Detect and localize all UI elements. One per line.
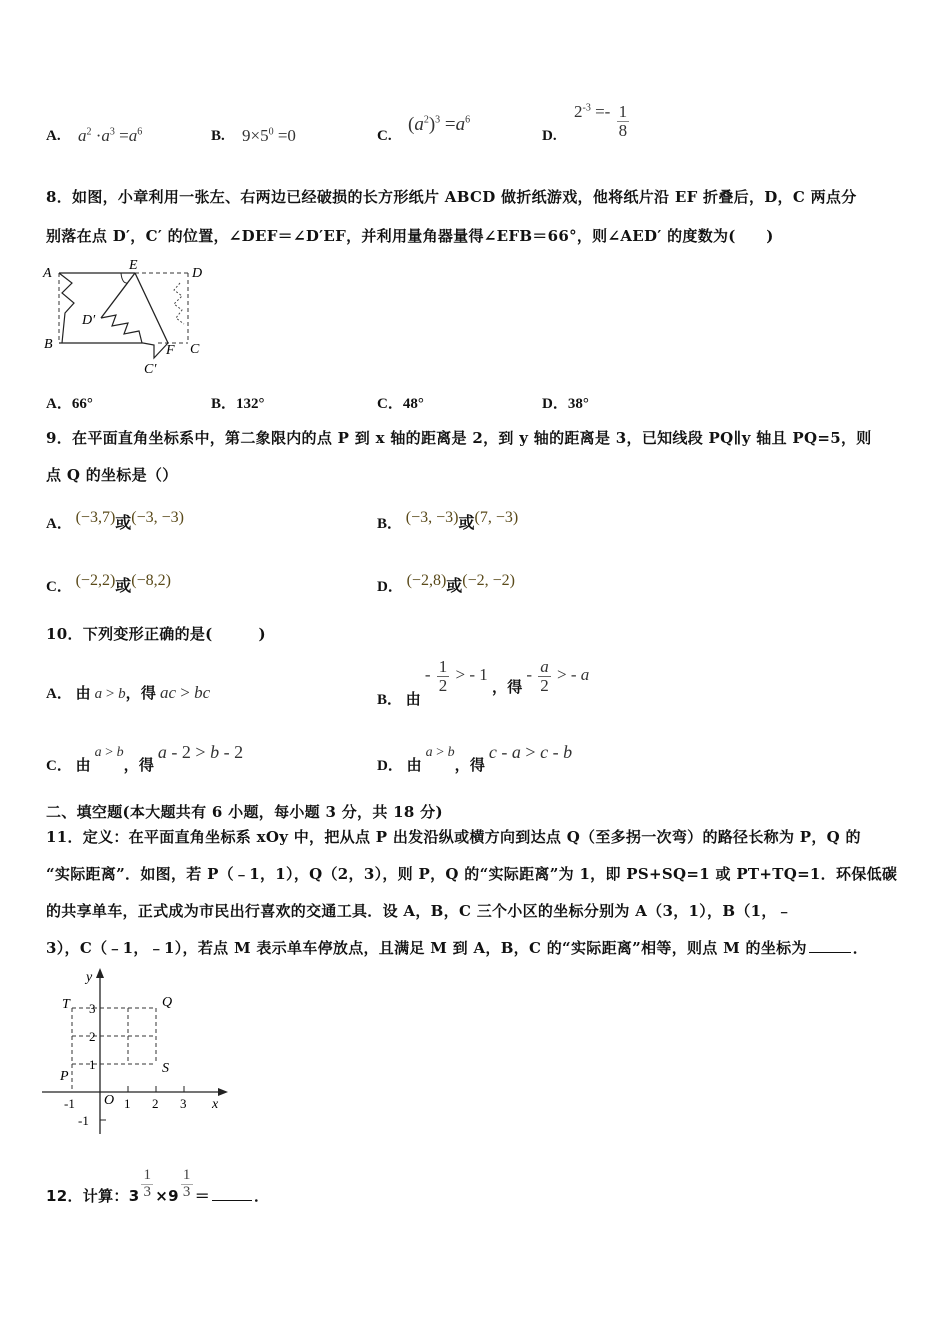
fig11-y-tick-1: 1 [89, 1057, 96, 1072]
q10-option-c-label: C． [46, 758, 72, 774]
q7-option-c-label: C. [377, 128, 392, 144]
q10-stem: 10．下列变形正确的是( ) [46, 625, 266, 643]
q9-option-a [46, 510, 184, 533]
q9-option-a-second: (−3, −3) [131, 509, 184, 526]
q10-option-c [46, 742, 244, 775]
q12-base1: 3 [128, 1186, 140, 1205]
q12-prefix: 12．计算： [46, 1186, 129, 1205]
q9-option-c-label: C． [46, 579, 72, 595]
q9-option-d-label: D． [377, 579, 403, 595]
q9-option-b-second: (7, −3) [474, 509, 519, 526]
q11-stem-line4-text: 3），C（﹣1，﹣1），若点 M 表示单车停放点，且满足 M 到 A，B，C 的“实际距离”相等，则点 M 的坐标为 [46, 939, 807, 957]
q9-option-b-label: B． [377, 516, 403, 532]
q8-fold-figure [38, 258, 223, 378]
q10-from-word: 由 [406, 756, 422, 774]
q10-option-a [46, 682, 210, 703]
fig11-y-label: y [86, 970, 93, 985]
q10-get-word: ，得 [454, 756, 486, 774]
q9-option-d-or: 或 [446, 576, 463, 595]
fig11-point-Q: Q [162, 995, 173, 1010]
q9-option-c-or: 或 [115, 576, 132, 595]
q9-option-a-or: 或 [115, 513, 132, 532]
q11-stem-line3: 的共享单车，正式成为市民出行喜欢的交通工具．设 A，B，C 三个小区的坐标分别为 A（3，1），B（1，﹣ [46, 902, 792, 920]
q9-option-c [46, 573, 171, 596]
q10-option-d-label: D． [377, 758, 403, 774]
q11-coordinate-figure [38, 962, 233, 1142]
q7-option-a-label: A. [46, 128, 61, 144]
fig8-label-F: F [166, 343, 175, 358]
q12-stem [46, 1167, 270, 1213]
q12-suffix: ． [254, 1186, 270, 1205]
q8-option-a [46, 392, 93, 413]
q10-get-word: ，得 [492, 678, 523, 697]
q9-option-c-second: (−8,2) [131, 572, 171, 589]
q8-option-c-label: C． [377, 396, 403, 412]
q11-stem-line4 [46, 937, 868, 958]
q10-option-c-result: a - 2 > b - 2 [157, 742, 244, 762]
fig11-y-tick-2: 2 [89, 1029, 96, 1044]
q10-from-word: 由 [75, 756, 91, 774]
q10-option-c-given: a > b [94, 745, 124, 760]
q10-option-a-given: a > b [94, 686, 126, 702]
q12-times: × [155, 1186, 169, 1205]
q12-exponent2: $\frac{1}{3}$ [182, 1167, 191, 1200]
q9-option-b-or: 或 [458, 513, 475, 532]
q10-option-b-given: - $\frac{1}{2}$ > - 1 [424, 657, 492, 695]
q9-option-a-first: (−3,7) [75, 509, 116, 526]
q9-option-d [377, 573, 515, 596]
q11-answer-blank[interactable] [809, 952, 851, 953]
q12-equals: ＝ [194, 1186, 210, 1205]
q9-stem-line2: 点 Q 的坐标是（） [46, 466, 178, 484]
fig8-label-D: D [192, 266, 203, 281]
q12-answer-blank[interactable] [212, 1200, 252, 1201]
fig8-label-E: E [129, 258, 138, 273]
q9-option-c-first: (−2,2) [75, 572, 116, 589]
fig11-y-tick-neg1: -1 [78, 1113, 89, 1128]
fig8-label-A: A [43, 266, 52, 281]
q10-option-b-result: - $\frac{a}{2}$ > - a [526, 657, 590, 695]
section-heading-fill-blank: 二、填空题(本大题共有 6 小题，每小题 3 分，共 18 分) [46, 803, 443, 821]
fig11-y-tick-3: 3 [89, 1001, 96, 1016]
fig11-point-S: S [162, 1061, 169, 1076]
q11-stem-line4-end: ． [852, 939, 869, 957]
fig11-x-tick-2: 2 [152, 1096, 159, 1111]
q9-option-d-second: (−2, −2) [462, 572, 515, 589]
q7-option-d-expr: $2^{-3}$ =- $\frac{1}{8}$ [574, 101, 628, 140]
q11-stem-line1: 11．定义：在平面直角坐标系 xOy 中，把从点 P 出发沿纵或横方向到达点 Q（至多拐一次弯）的路径长称为 P，Q 的 [46, 828, 861, 846]
fig8-label-C-prime: C′ [144, 362, 157, 377]
q9-stem-line1: 9．在平面直角坐标系中，第二象限内的点 P 到 x 轴的距离是 2，到 y 轴的距离是 3，已知线段 PQ∥y 轴且 PQ=5，则 [46, 429, 872, 447]
q8-option-d [542, 392, 589, 413]
q10-option-b [377, 657, 590, 709]
q8-option-b-label: B． [211, 396, 237, 412]
q9-option-b-first: (−3, −3) [405, 509, 459, 526]
q8-option-c [377, 392, 424, 413]
q10-get-word: ，得 [125, 684, 157, 702]
q12-exponent1: $\frac{1}{3}$ [143, 1167, 152, 1200]
q11-stem-line2: “实际距离”．如图，若 P（﹣1，1），Q（2，3），则 P，Q 的“实际距离”为 1，即 PS+SQ=1 或 PT+TQ=1．环保低碳 [46, 865, 898, 883]
q8-option-a-label: A． [46, 396, 72, 412]
q8-option-c-value: 48° [402, 396, 424, 412]
q7-option-b-label: B. [211, 128, 225, 144]
q12-base2: 9 [168, 1186, 179, 1205]
q10-option-a-result: ac > bc [159, 683, 211, 702]
fig11-x-tick-1: 1 [124, 1096, 131, 1111]
fig8-label-C: C [190, 342, 200, 357]
q7-option-d-label: D. [542, 128, 557, 144]
q7-option-c-expr: $(a^2)^3 =a^6$ [408, 114, 471, 135]
q9-option-d-first: (−2,8) [406, 572, 447, 589]
fig11-x-label: x [212, 1097, 219, 1112]
fig11-x-tick-neg1: -1 [64, 1096, 75, 1111]
q9-option-b [377, 510, 518, 533]
q9-option-a-label: A． [46, 516, 72, 532]
q10-option-d [377, 742, 573, 775]
q10-option-d-result: c - a > c - b [488, 742, 573, 762]
q8-option-a-value: 66° [71, 396, 93, 412]
q10-option-b-label: B． [377, 692, 403, 709]
q10-from-word: 由 [75, 684, 91, 702]
q8-option-d-label: D． [542, 396, 568, 412]
q10-get-word: ，得 [123, 756, 155, 774]
fig11-origin-label: O [104, 1093, 115, 1108]
q8-option-b-value: 132° [236, 396, 265, 412]
q10-option-d-given: a > b [425, 745, 455, 760]
fig11-x-tick-3: 3 [180, 1096, 187, 1111]
fig11-point-T: T [62, 997, 70, 1012]
fig8-label-B: B [44, 337, 53, 352]
q7-option-a-expr: $a^2 \cdot a^3 =a^6$ [78, 126, 143, 145]
fig11-point-P: P [60, 1069, 69, 1084]
q8-stem-line2: 别落在点 D′，C′ 的位置，∠DEF＝∠D′EF，并利用量角器量得∠EFB＝66°，则∠AED′ 的度数为( ) [46, 227, 774, 245]
q7-option-b-expr: $9\times 5^0 =0$ [242, 126, 296, 145]
q8-option-b [211, 392, 265, 413]
fig8-label-D-prime: D′ [82, 313, 96, 328]
q8-stem-line1: 8．如图，小章利用一张左、右两边已经破损的长方形纸片 ABCD 做折纸游戏，他将纸片沿 EF 折叠后，D，C 两点分 [46, 188, 857, 206]
q10-from-word: 由 [405, 690, 422, 709]
q10-option-a-label: A． [46, 686, 72, 702]
q8-option-d-value: 38° [567, 396, 589, 412]
